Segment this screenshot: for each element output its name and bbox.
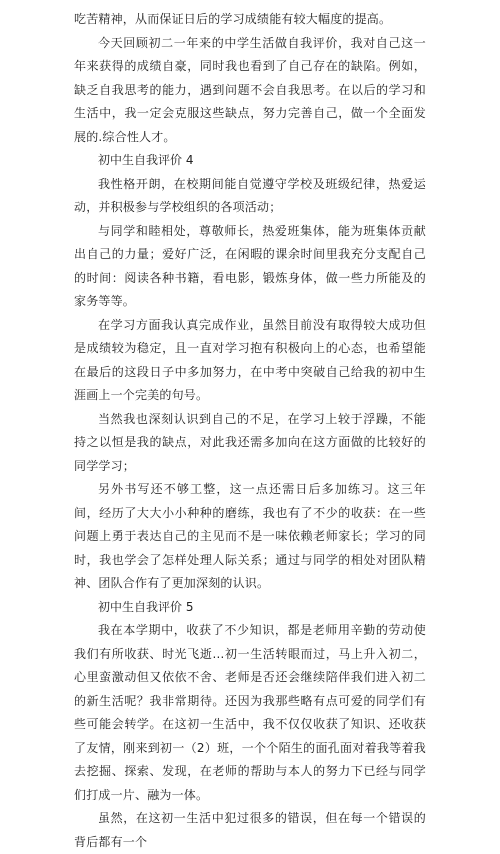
paragraph: 另外书写还不够工整，这一点还需日后多加练习。这三年间，经历了大大小小种种的磨练，我也有了不少的收获：在一些问题上勇于表达自己的主见而不是一味依赖老师家长；学习的同时，我也学会了怎样处理人际关系；通过与同学的相处对团队精神、团队合作有了更加深刻的认识。	[74, 482, 426, 590]
paragraph: 今天回顾初二一年来的中学生活做自我评价，我对自己这一年来获得的成绩自豪，同时我也看到了自己存在的缺陷。例如，缺乏自我思考的能力，遇到问题不会自我思考。在以后的学习和生活中，我一定会克服这些缺点，努力完善自己，做一个全面发展的.综合性人才。	[74, 35, 426, 144]
section-heading: 初中生自我评价 5	[98, 599, 194, 614]
paragraph: 在学习方面我认真完成作业，虽然目前没有取得较大成功但是成绩较为稳定，且一直对学习抱有积极向上的心态，也希望能在最后的这段日子中多加努力，在中考中突破自己给我的初中生涯画上一个完美的句号。	[74, 317, 426, 402]
section-heading: 初中生自我评价 4	[98, 153, 194, 167]
paragraph: 虽然，在这初一生活中犯过很多的错误，但在每一个错误的背后都有一个	[74, 811, 426, 849]
paragraph: 我性格开朗，在校期间能自觉遵守学校及班级纪律，热爱运动，并积极参与学校组织的各项活动；	[74, 176, 426, 214]
paragraph: 我在本学期中，收获了不少知识，都是老师用辛勤的劳动使我们有所收获、时光飞逝…初一生活转眼而过，马上升入初二，心里蛮激动但又依依不舍、老师是否还会继续陪伴我们进入初二的新生活呢？我非常期待。还因为我那些略有点可爱的同学们有些可能会转学。在这初一生活中，我不仅仅收获了知识、还收获了友情，刚来到初一（2）班，一个个陌生的面孔面对着我等着我去挖掘、探索、发现，在老师的帮助与本人的努力下已经与同学们打成一片、融为一体。	[74, 623, 426, 802]
paragraph: 当然我也深刻认识到自己的不足，在学习上较于浮躁，不能持之以恒是我的缺点，对此我还需多加向在这方面做的比较好的同学学习；	[74, 411, 426, 473]
paragraph: 与同学和睦相处，尊敬师长，热爱班集体，能为班集体贡献出自己的力量；爱好广泛，在闲暇的课余时间里我充分支配自己的时间：阅读各种书籍，看电影，锻炼身体，做一些力所能及的家务等等。	[74, 223, 426, 308]
paragraph: 吃苦精神，从而保证日后的学习成绩能有较大幅度的提高。	[74, 12, 392, 26]
